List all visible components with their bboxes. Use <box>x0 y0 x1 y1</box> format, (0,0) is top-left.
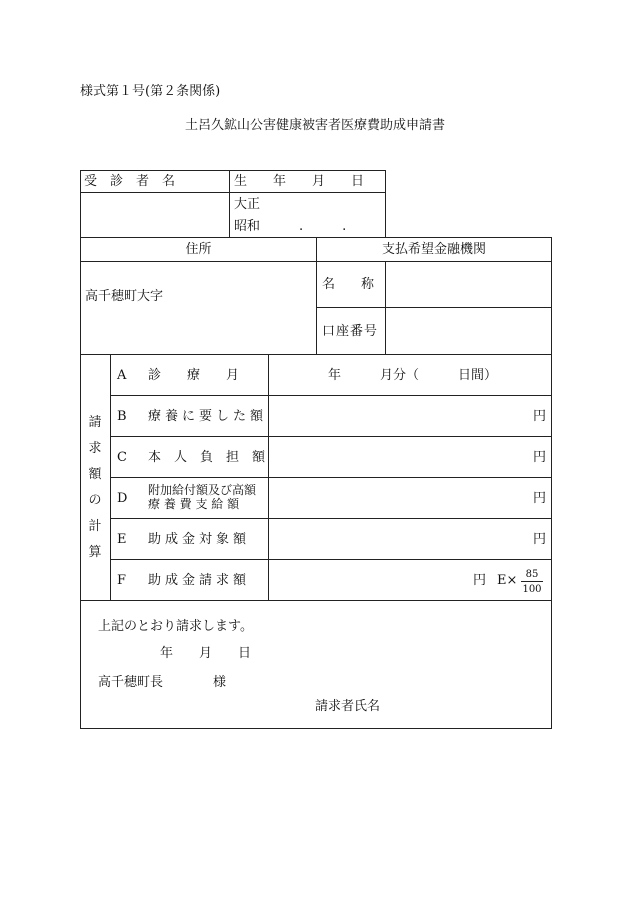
row-a-label: 診 療 月 <box>148 368 240 383</box>
row-d-label-line2: 療 養 費 支 給 額 <box>148 497 240 511</box>
statement: 上記のとおり請求します。 <box>98 619 253 634</box>
era-taisho: 大正 <box>234 197 261 212</box>
form-title: 土呂久鉱山公害健康被害者医療費助成申請書 <box>184 118 445 133</box>
row-f-label: 助成金請求額 <box>148 573 251 588</box>
row-e-letter: E <box>117 532 127 547</box>
row-a-value: 年 月分（ 日間） <box>328 368 498 383</box>
form-number: 様式第１号(第２条関係) <box>80 84 221 99</box>
patient-name-field[interactable] <box>81 193 229 237</box>
row-f-formula: E× <box>497 573 518 588</box>
claimant-name-label: 請求者氏名 <box>315 699 381 714</box>
row-a-letter: A <box>117 368 127 383</box>
dob-header: 生 年 月 日 <box>234 174 365 189</box>
row-f-yen: 円 <box>473 573 487 588</box>
row-c-label: 本 人 負 担 額 <box>148 450 266 465</box>
patient-name-header: 受 診 者 名 <box>84 174 176 189</box>
row-b-letter: B <box>117 409 127 424</box>
address-header: 住所 <box>185 242 212 257</box>
calc-vertical-label: 請 求 額 の 計 算 <box>88 415 102 560</box>
row-d-yen: 円 <box>533 491 547 506</box>
era-showa: 昭和 <box>234 219 261 234</box>
account-number-field[interactable] <box>386 308 551 354</box>
account-number-label: 口座番号 <box>322 324 379 339</box>
row-f-letter: F <box>117 573 127 588</box>
date-dots: . . <box>299 219 347 234</box>
bank-name-label: 名 称 <box>322 277 375 292</box>
row-d-label-line1: 附加給付額及び高額 <box>148 483 257 497</box>
row-c-letter: C <box>117 450 127 465</box>
fraction-bar <box>521 581 543 582</box>
bank-header: 支払希望金融機関 <box>381 242 486 257</box>
date-line: 年 月 日 <box>160 646 252 661</box>
row-f-numerator: 85 <box>525 569 539 580</box>
bank-name-field[interactable] <box>386 262 551 307</box>
address-value: 高千穂町大字 <box>85 289 164 304</box>
row-b-label: 療養に要した額 <box>148 409 268 424</box>
row-b-yen: 円 <box>533 409 547 424</box>
row-e-yen: 円 <box>533 532 547 547</box>
row-d-letter: D <box>117 491 128 506</box>
row-f-denominator: 100 <box>522 584 542 595</box>
row-e-label: 助成金対象額 <box>148 532 251 547</box>
row-c-yen: 円 <box>533 450 547 465</box>
addressee: 高千穂町長 <box>98 675 164 690</box>
honorific: 様 <box>213 675 227 690</box>
